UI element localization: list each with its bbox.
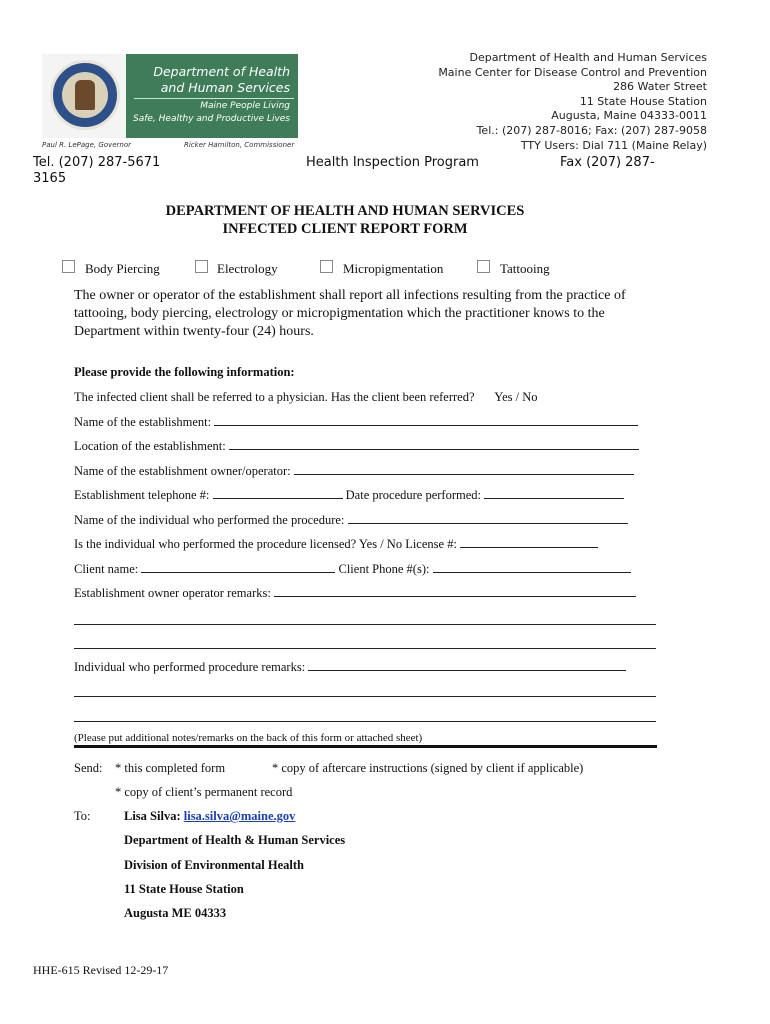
address-line: Division of Environmental Health [124, 858, 304, 872]
send-item: * copy of aftercare instructions (signed by client if applicable) [272, 761, 584, 775]
date-performed-input[interactable] [484, 487, 624, 499]
logo-tagline [132, 100, 290, 126]
agency-line: Maine Center for Disease Control and Prevention [438, 65, 707, 79]
individual-remarks-field [74, 659, 626, 675]
send-item: * this completed form [115, 761, 226, 775]
checkbox-electrology[interactable] [195, 260, 208, 273]
agency-line: Tel.: (207) 287-8016; Fax: (207) 287-9058 [476, 123, 707, 137]
additional-notes: (Please put additional notes/remarks on the back of this form or attached sheet) [74, 732, 423, 744]
field-label: Establishment owner operator remarks: [74, 586, 271, 600]
field-label: Location of the establishment: [74, 439, 226, 453]
field-label: Name of the establishment: [74, 415, 212, 429]
establishment-location-input[interactable] [229, 438, 639, 450]
form-title-2: INFECTED CLIENT REPORT FORM [222, 221, 468, 237]
owner-name-field [74, 463, 634, 479]
checkbox-label: Body Piercing [85, 261, 160, 276]
logo-tagline-2: Safe, Healthy and Productive Lives [132, 114, 290, 124]
checkbox-micropigmentation[interactable] [320, 260, 333, 273]
individual-name-input[interactable] [348, 512, 628, 524]
agency-line: TTY Users: Dial 711 (Maine Relay) [520, 138, 707, 152]
establishment-name-field [74, 414, 638, 430]
checkbox-body-piercing[interactable] [62, 260, 75, 273]
logo-divider [134, 98, 294, 99]
establishment-phone-input[interactable] [213, 487, 343, 499]
field-label: Establishment telephone #: [74, 488, 210, 502]
program-name: Health Inspection Program [306, 155, 479, 170]
individual-remarks-input[interactable] [308, 659, 626, 671]
license-number-input[interactable] [460, 536, 598, 548]
agency-address [438, 51, 707, 153]
intro-paragraph: The owner or operator of the establishment shall report all infections resulting from the practice of tattooing, body piercing, electrology or micropigmentation which the practitioner knows to the Department within twenty-four (24) hours. [74, 288, 626, 339]
licensed-yes-no[interactable]: Yes / No [358, 537, 403, 551]
contact-email-link[interactable]: lisa.silva@maine.gov [183, 809, 296, 823]
field-label: Individual who performed procedure remarks: [74, 660, 306, 674]
field-label: Is the individual who performed the procedure licensed? [74, 537, 357, 551]
referred-label: The infected client shall be referred to a physician. Has the client been referred? [74, 390, 475, 404]
fax: Fax (207) 287- [560, 155, 655, 170]
agency-line: 286 Water Street [613, 80, 707, 94]
owner-remarks-field [74, 585, 636, 601]
client-phone-input[interactable] [433, 561, 631, 573]
individual-remarks-line[interactable] [74, 696, 656, 697]
individual-name-field [74, 512, 628, 528]
agency-line: Augusta, Maine 04333-0011 [551, 109, 707, 123]
address-line: Department of Health & Human Services [124, 833, 346, 847]
referred-yes-no[interactable]: Yes / No [494, 390, 538, 404]
field-label: Client name: [74, 562, 139, 576]
form-title-1: DEPARTMENT OF HEALTH AND HUMAN SERVICES [165, 203, 525, 219]
contact-name-text: Lisa Silva: [124, 809, 181, 823]
agency-line: 11 State House Station [579, 94, 707, 108]
phone-date-field [74, 487, 624, 503]
contact-name [124, 809, 295, 824]
send-item: * copy of client’s permanent record [115, 785, 293, 799]
provide-heading: Please provide the following information: [74, 365, 295, 379]
agency-line: Department of Health and Human Services [469, 51, 707, 64]
field-label: Name of the establishment owner/operator: [74, 464, 291, 478]
checkbox-label: Micropigmentation [343, 261, 444, 276]
checkbox-tattooing[interactable] [477, 260, 490, 273]
logo-tagline-1: Maine People Living [200, 101, 290, 111]
checkbox-label: Tattooing [500, 261, 550, 276]
client-name-input[interactable] [141, 561, 335, 573]
establishment-name-input[interactable] [214, 414, 638, 426]
to-label: To: [74, 809, 91, 823]
owner-remarks-input[interactable] [274, 585, 636, 597]
referred-question [74, 390, 538, 405]
establishment-location-field [74, 438, 639, 454]
field-label: License #: [405, 537, 457, 551]
telephone: Tel. (207) 287-5671 3165 [33, 155, 161, 186]
field-label: Name of the individual who performed the procedure: [74, 513, 345, 527]
seal-figure [75, 80, 95, 110]
owner-name-input[interactable] [294, 463, 634, 475]
commissioner-name: Ricker Hamilton, Commissioner [184, 141, 295, 149]
field-label: Date procedure performed: [345, 488, 481, 502]
send-label: Send: [74, 761, 103, 775]
address-line: 11 State House Station [124, 882, 244, 896]
owner-remarks-line[interactable] [74, 648, 656, 649]
checkbox-label: Electrology [217, 261, 278, 276]
address-line: Augusta ME 04333 [124, 906, 227, 920]
governor-name: Paul R. LePage, Governor [42, 141, 131, 149]
section-divider [74, 745, 657, 748]
client-field [74, 561, 631, 577]
individual-remarks-line[interactable] [74, 721, 656, 722]
field-label: Client Phone #(s): [338, 562, 430, 576]
form-revision: HHE-615 Revised 12-29-17 [33, 963, 169, 977]
owner-remarks-line[interactable] [74, 624, 656, 625]
logo-title: Department of Health and Human Services [153, 64, 290, 95]
licensed-field [74, 536, 598, 552]
